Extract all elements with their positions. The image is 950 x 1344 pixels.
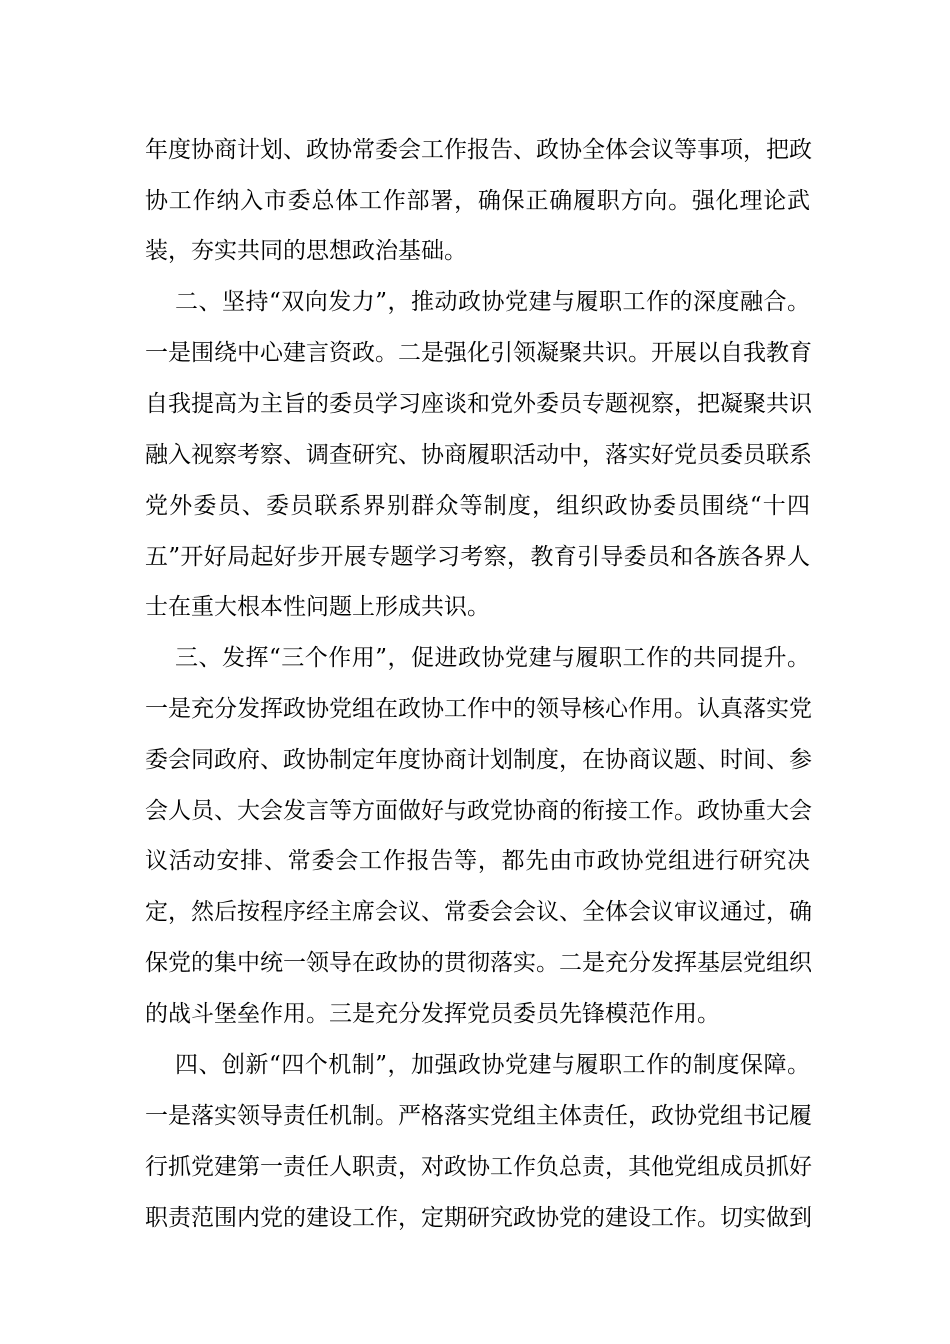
text-line: 五”开好局起好步开展专题学习考察，教育引导委员和各族各界人	[145, 544, 810, 570]
text-line: 行抓党建第一责任人职责，对政协工作负总责，其他党组成员抓好	[145, 1154, 812, 1180]
text-line: 一是落实领导责任机制。严格落实党组主体责任，政协党组书记履	[145, 1103, 812, 1129]
section-heading-4: 四、创新“四个机制”，加强政协党建与履职工作的制度保障。	[175, 1052, 810, 1078]
text-line: 委会同政府、政协制定年度协商计划制度，在协商议题、时间、参	[145, 747, 812, 773]
section-heading-2: 二、坚持“双向发力”，推动政协党建与履职工作的深度融合。	[175, 289, 810, 315]
section-heading-3: 三、发挥“三个作用”，促进政协党建与履职工作的共同提升。	[175, 645, 810, 671]
text-line: 自我提高为主旨的委员学习座谈和党外委员专题视察，把凝聚共识	[145, 391, 812, 417]
text-line: 一是围绕中心建言资政。二是强化引领凝聚共识。开展以自我教育	[145, 340, 812, 366]
text-line: 会人员、大会发言等方面做好与政党协商的衔接工作。政协重大会	[145, 798, 812, 824]
text-line: 装，夯实共同的思想政治基础。	[145, 238, 467, 264]
text-line: 一是充分发挥政协党组在政协工作中的领导核心作用。认真落实党	[145, 696, 812, 722]
text-line: 保党的集中统一领导在政协的贯彻落实。二是充分发挥基层党组织	[145, 950, 812, 976]
text-line: 议活动安排、常委会工作报告等，都先由市政协党组进行研究决	[145, 848, 810, 874]
text-line: 的战斗堡垒作用。三是充分发挥党员委员先锋模范作用。	[145, 1001, 720, 1027]
text-line: 定，然后按程序经主席会议、常委会会议、全体会议审议通过，确	[145, 899, 812, 925]
text-line: 融入视察考察、调查研究、协商履职活动中，落实好党员委员联系	[145, 442, 812, 468]
text-line: 职责范围内党的建设工作，定期研究政协党的建设工作。切实做到	[145, 1205, 812, 1231]
text-line: 士在重大根本性问题上形成共识。	[145, 594, 490, 620]
text-line: 协工作纳入市委总体工作部署，确保正确履职方向。强化理论武	[145, 188, 810, 214]
text-line: 年度协商计划、政协常委会工作报告、政协全体会议等事项，把政	[145, 137, 812, 163]
text-line: 党外委员、委员联系界别群众等制度，组织政协委员围绕“十四	[145, 493, 810, 519]
